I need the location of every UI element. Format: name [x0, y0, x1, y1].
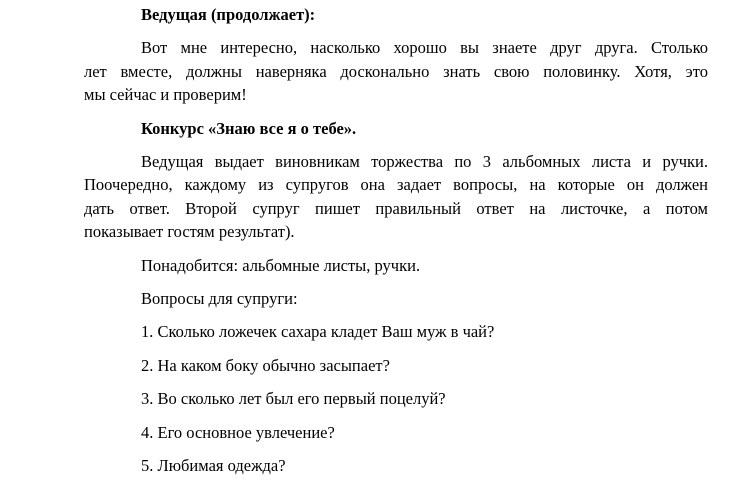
heading-host: Ведущая (продолжает):: [141, 5, 316, 24]
para1-line-3: мы сейчас и проверим!: [84, 85, 247, 104]
question-item-1: 1. Сколько ложечек сахара кладет Ваш муж в чай?: [141, 322, 495, 341]
questions-heading: Вопросы для супруги:: [141, 289, 298, 308]
contest-title: Конкурс «Знаю все я о тебе».: [141, 119, 357, 138]
para1-line-2: лет вместе, должны наверняка досконально знать свою половинку. Хотя, это: [84, 62, 708, 81]
para2-line-1: Ведущая выдает виновникам торжества по 3 альбомных листа и ручки.: [141, 152, 708, 171]
para2-line-4: показывает гостям результат).: [84, 222, 295, 241]
question-item-4: 4. Его основное увлечение?: [141, 423, 335, 442]
question-item-3: 3. Во сколько лет был его первый поцелуй?: [141, 389, 446, 408]
needed-line: Понадобится: альбомные листы, ручки.: [141, 256, 421, 275]
para2-line-2: Поочередно, каждому из супругов она задает вопросы, на которые он должен: [84, 175, 708, 194]
question-item-2: 2. На каком боку обычно засыпает?: [141, 356, 390, 375]
question-item-5: 5. Любимая одежда?: [141, 456, 286, 475]
para2-line-3: дать ответ. Второй супруг пишет правильный ответ на листочке, а потом: [84, 199, 708, 218]
para1-line-1: Вот мне интересно, насколько хорошо вы знаете друг друга. Столько: [141, 38, 708, 57]
